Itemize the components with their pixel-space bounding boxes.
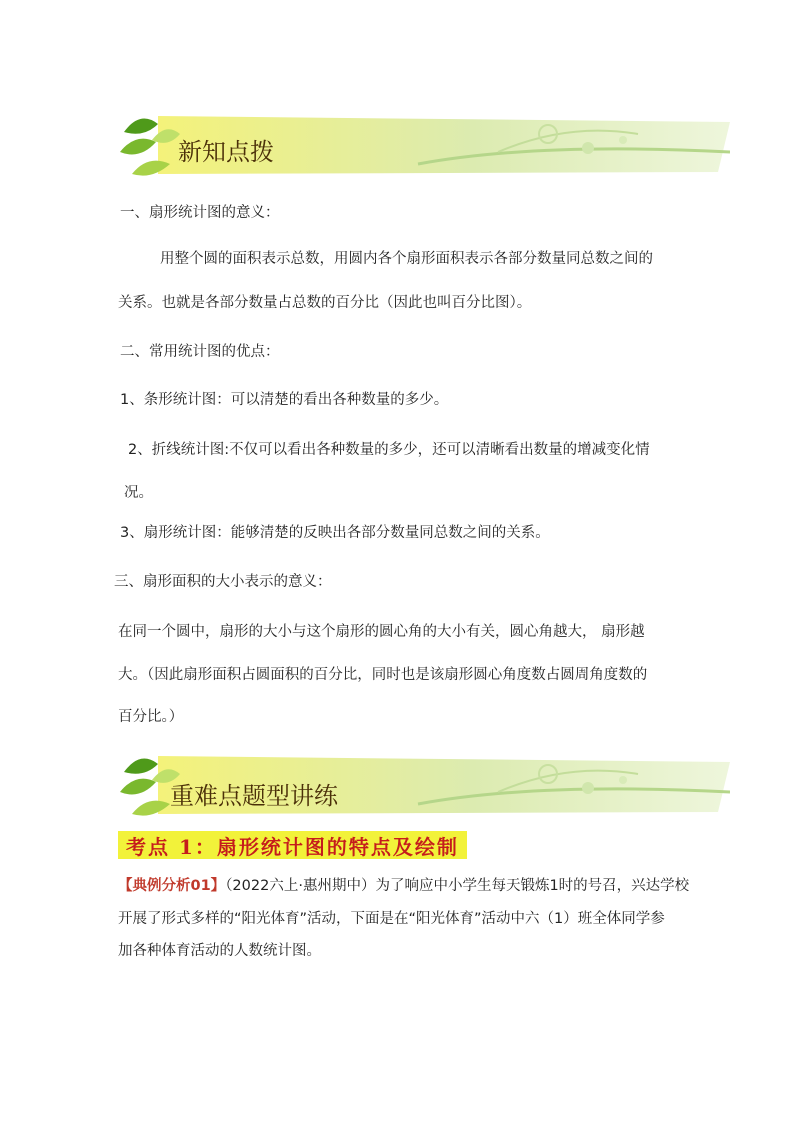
- item-2a: 2、折线统计图:不仅可以看出各种数量的多少，还可以清晰看出数量的增减变化情: [128, 442, 650, 458]
- section-banner-new-knowledge: [118, 112, 730, 180]
- paragraph-1a: 用整个圆的面积表示总数，用圆内各个扇形面积表示各部分数量同总数之间的: [160, 251, 653, 267]
- paragraph-3a: 在同一个圆中，扇形的大小与这个扇形的圆心角的大小有关，圆心角越大， 扇形越: [118, 624, 645, 640]
- heading-1: 一、扇形统计图的意义：: [120, 205, 280, 221]
- item-2b: 况。: [124, 485, 153, 501]
- heading-3: 三、扇形面积的大小表示的意义：: [114, 574, 332, 590]
- item-3: 3、扇形统计图：能够清楚的反映出各部分数量同总数之间的关系。: [120, 525, 550, 541]
- example-line-2: 开展了形式多样的“阳光体育”活动，下面是在“阳光体育”活动中六（1）班全体同学参: [118, 911, 665, 927]
- paragraph-3b: 大。（因此扇形面积占圆面积的百分比，同时也是该扇形圆心角度数占圆周角度数的: [118, 667, 648, 683]
- item-1: 1、条形统计图：可以清楚的看出各种数量的多少。: [120, 392, 449, 408]
- section-title: 重难点题型讲练: [170, 782, 338, 810]
- paragraph-1b: 关系。也就是各部分数量占总数的百分比（因此也叫百分比图）。: [118, 295, 532, 311]
- example-line-1: [118, 877, 689, 895]
- heading-2: 二、常用统计图的优点：: [120, 344, 280, 360]
- example-tag: 【典例分析01】: [118, 878, 226, 894]
- example-line-3: 加各种体育活动的人数统计图。: [118, 943, 321, 959]
- section-banner-key-problems: [118, 752, 730, 820]
- example-text-1: （2022六上·惠州期中）为了响应中小学生每天锻炼1时的号召，兴达学校: [225, 878, 690, 894]
- section-title: 新知点拨: [178, 138, 274, 166]
- kaodian-label: 考点 1：扇形统计图的特点及绘制: [118, 831, 467, 859]
- paragraph-3c: 百分比。）: [118, 709, 184, 725]
